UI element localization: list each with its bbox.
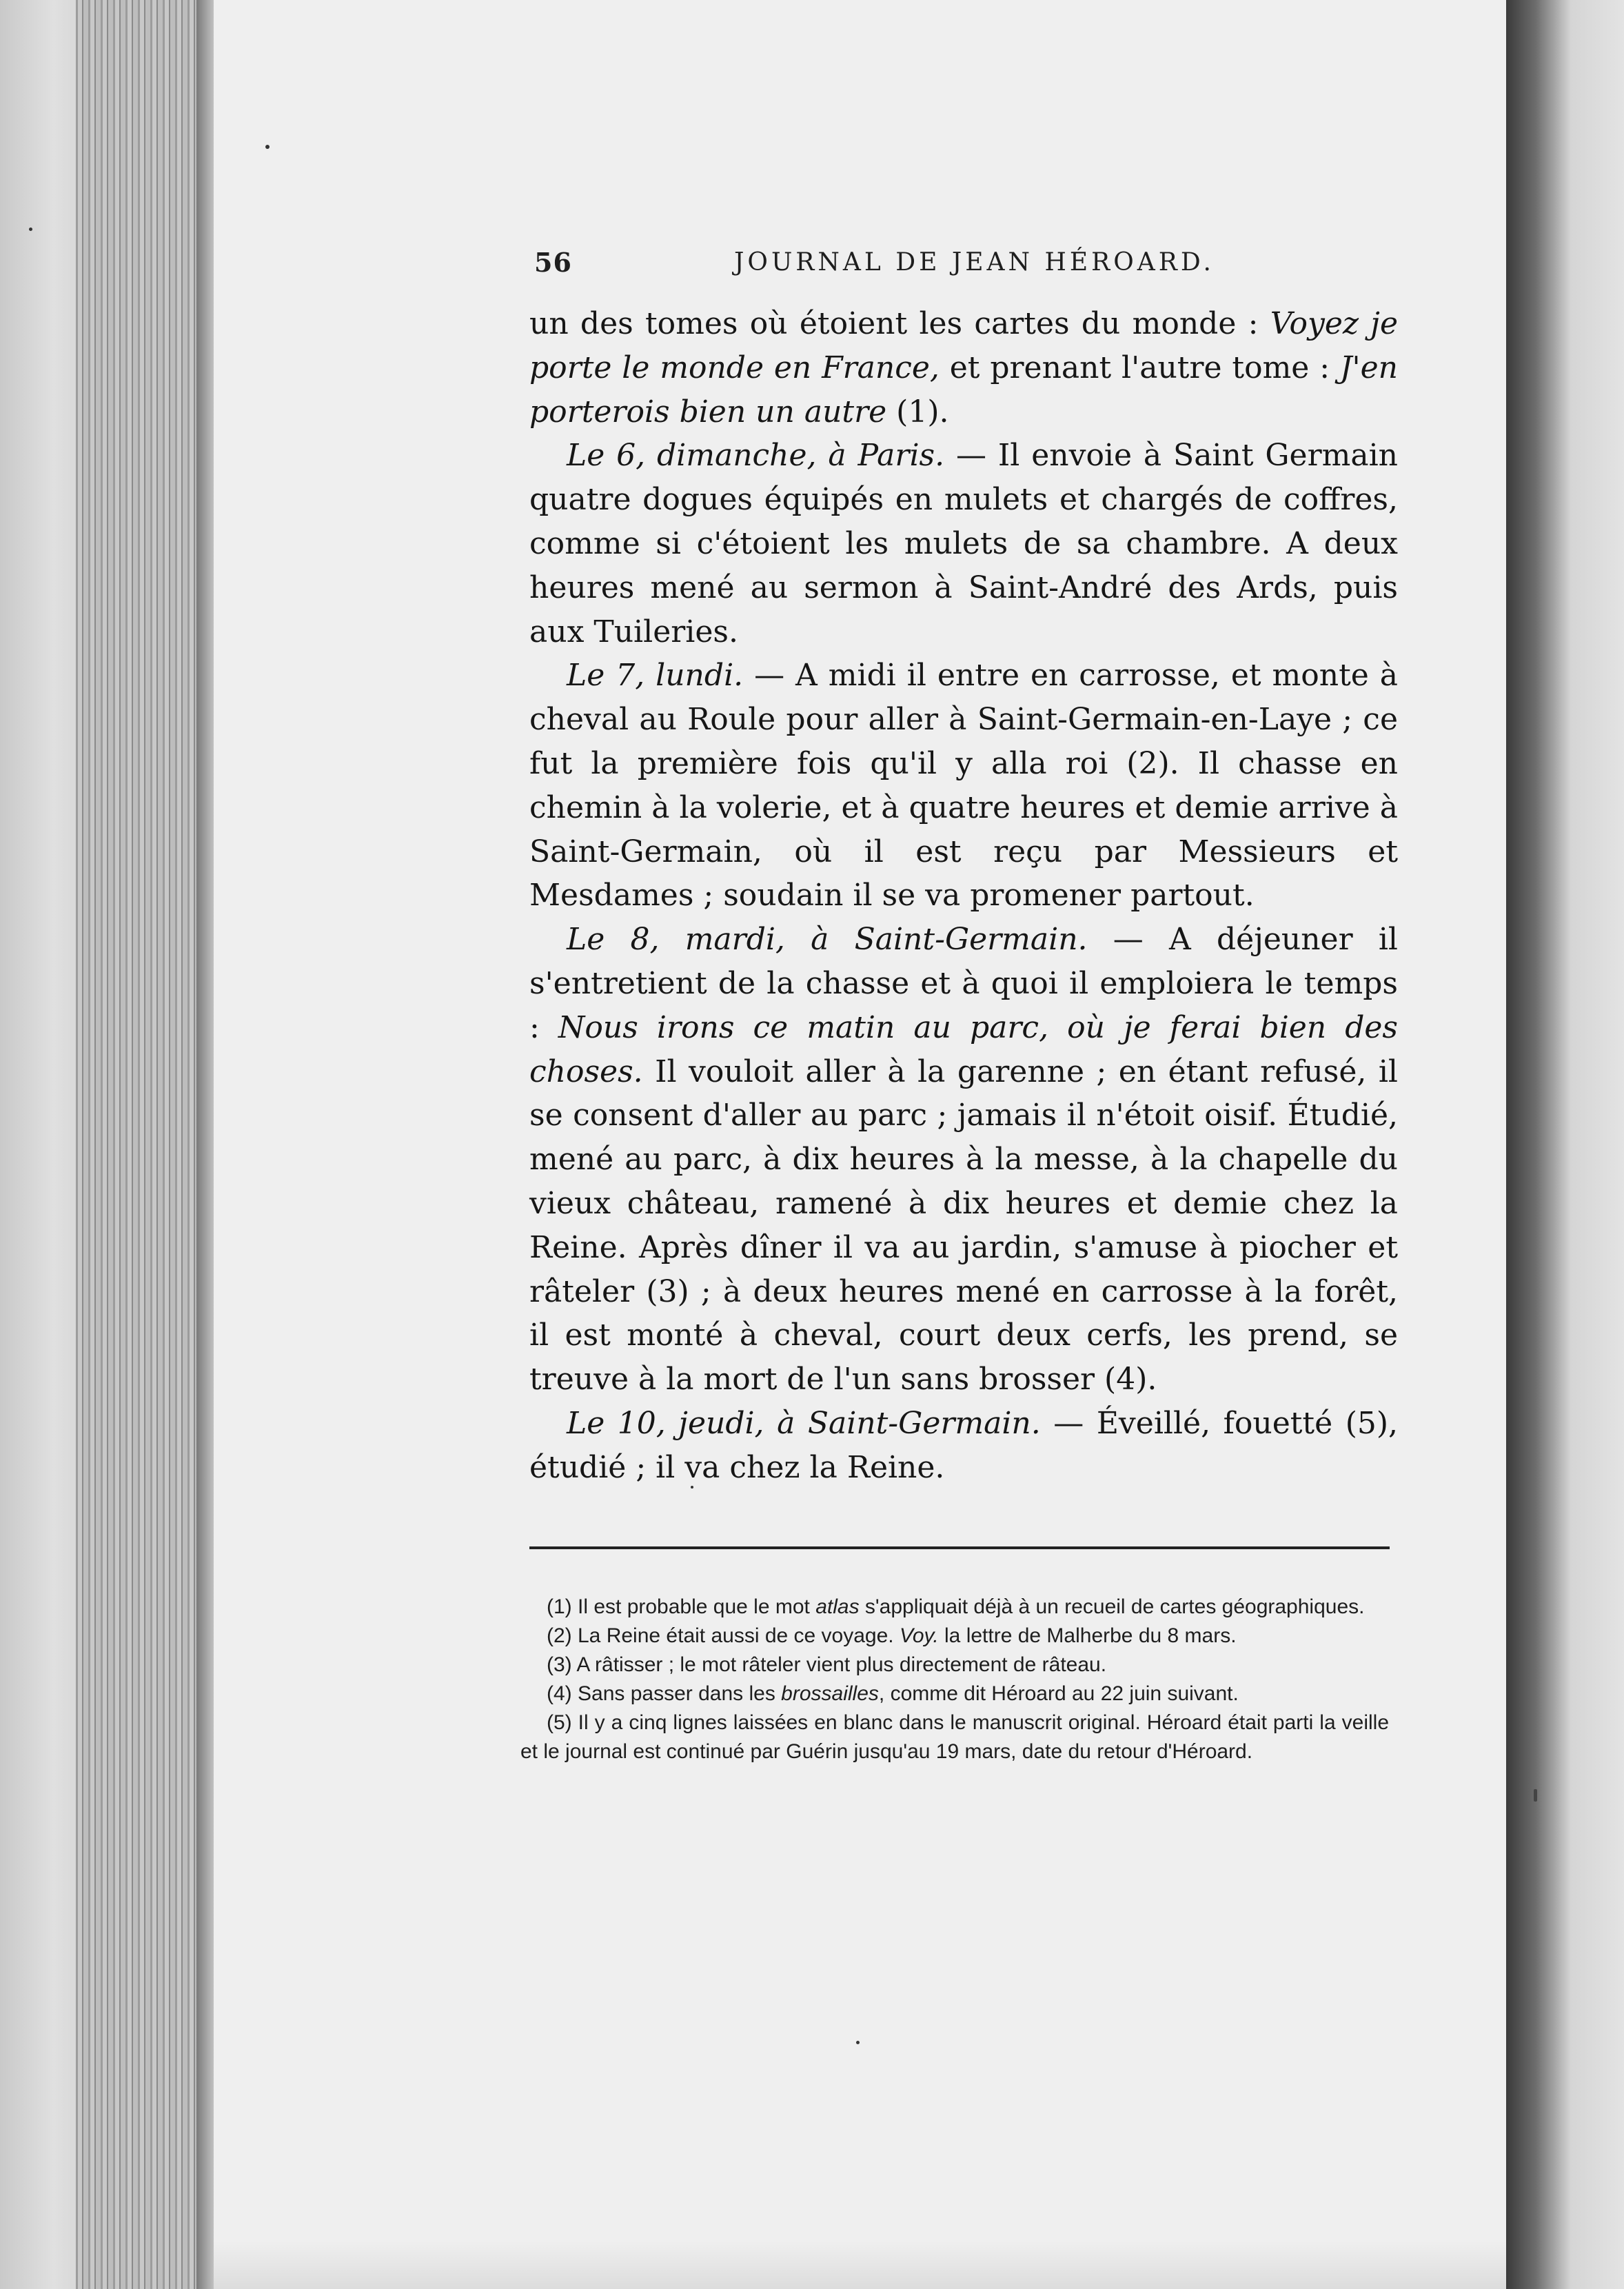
scan-speck [856,2041,860,2044]
text-run: Il vouloit aller à la garenne ; en étant refusé, il se consent d'aller au parc ; jamais il n'étoit oisif. Étudié, mené au parc, à dix heures à la messe, à la chapelle du vieux château, ramené à dix heures et demie chez la Reine. Après dîner il va au jardin, s'amuse à piocher et râteler (3) ; à deux heures mené en carrosse à la forêt, il est monté à cheval, court deux cerfs, les prend, se treuve à la mort de l'un sans brosser (4). [529,1053,1398,1398]
italic-run: Nous irons ce matin au parc, où je ferai bien des choses. [529,1009,1399,1089]
scan-background-right [1506,0,1624,2289]
entry-date: Le 8, mardi, à Saint-Germain. [567,922,1088,958]
entry-date: Le 6, dimanche, à Paris. [567,438,945,474]
scan-speck [1534,1789,1537,1802]
paragraph-entry-8 [529,918,1398,1402]
footnote-1 [520,1593,1389,1622]
text-run: , comme dit Héroard au 22 juin suivant. [878,1682,1239,1705]
footnote-2 [520,1622,1389,1651]
text-run: — A midi il entre en carrosse, et monte à cheval au Roule pour aller à Saint-Germain-en-Laye ; ce fut la première fois qu'il y alla roi (2). Il chasse en chemin à la volerie, et à quatre heures et demie arrive à Saint-Germain, où il est reçu par Messieurs et Mesdames ; soudain il se va promener partout. [529,658,1398,914]
text-run: s'appliquait déjà à un recueil de cartes géographiques. [859,1595,1365,1618]
scan-speck [265,145,270,149]
text-run: et prenant l'autre tome : [939,350,1340,385]
page-number: 56 [534,247,572,278]
scan-speck [691,1486,693,1489]
page-bottom-shadow [214,2241,1510,2289]
italic-run: brossailles [781,1682,879,1705]
paragraph-entry-6 [529,434,1398,654]
paragraph-entry-7 [529,654,1398,918]
text-run: (3) A râtisser ; le mot râteler vient plus directement de râteau. [547,1653,1107,1676]
text-run: — A déjeuner il s'entretient de la chasse et à quoi il emploiera le temps : [529,922,1398,1045]
text-run: (2) La Reine était aussi de ce voyage. [547,1624,900,1647]
text-run: un des tomes où étoient les cartes du monde : [529,306,1270,341]
italic-run: Voyez je porte le monde en France, [529,306,1398,385]
scan-speck [29,228,32,231]
running-title: JOURNAL DE JEAN HÉROARD. [734,248,1215,276]
footnotes [520,1593,1389,1766]
text-run: — Éveillé, fouetté (5), étudié ; il va chez la Reine. [529,1405,1398,1485]
italic-run: J'en porterois bien un autre [529,350,1398,430]
paragraph-entry-10 [529,1402,1398,1490]
text-run: la lettre de Malherbe du 8 mars. [938,1624,1237,1647]
footnote-5 [520,1708,1389,1766]
footnote-rule [529,1546,1390,1549]
paragraph [529,302,1398,434]
book-page-edges [76,0,214,2289]
text-run: (1) Il est probable que le mot [547,1595,816,1618]
italic-run: Voy. [899,1624,939,1647]
entry-date: Le 7, lundi. [567,658,744,694]
italic-run: atlas [815,1595,860,1618]
text-run: (5) Il y a cinq lignes laissées en blanc dans le manuscrit original. Héroard était parti la veille et le journal est continué par Guérin jusqu'au 19 mars, date du retour d'Héroard. [520,1711,1389,1763]
entry-date: Le 10, jeudi, à Saint-Germain. [567,1405,1041,1441]
footnote-3 [520,1651,1389,1680]
main-text [529,302,1398,1490]
text-run: (4) Sans passer dans les [547,1682,782,1705]
text-run: — Il envoie à Saint Germain quatre dogues équipés en mulets et chargés de coffres, comme si c'étoient les mulets de sa chambre. A deux heures mené au sermon à Saint-André des Ards, puis aux Tuileries. [529,438,1398,649]
page-header [534,247,1389,288]
footnote-4 [520,1680,1389,1708]
text-run: (1). [886,394,949,430]
